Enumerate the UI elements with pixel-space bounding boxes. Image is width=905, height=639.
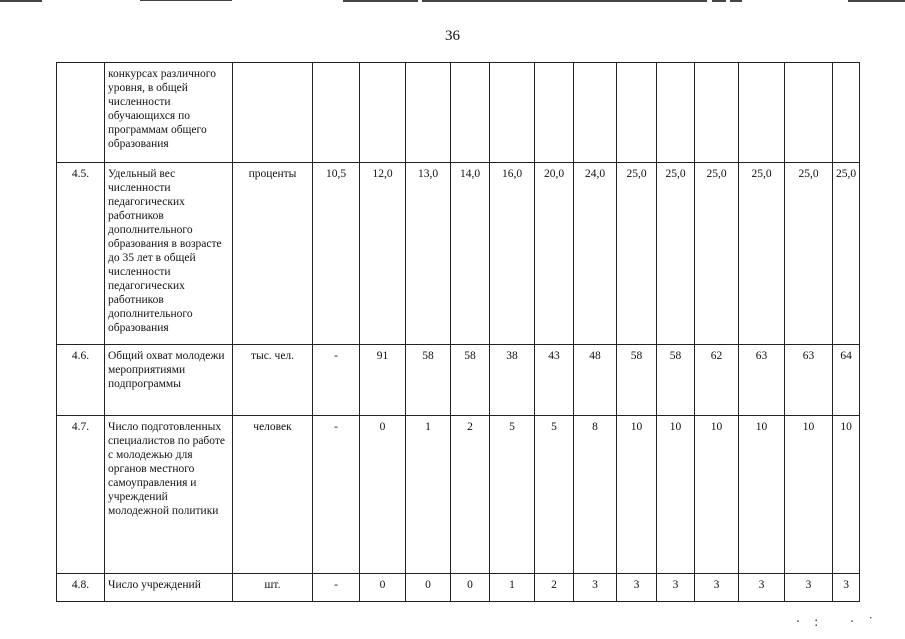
value-cell: 10 (657, 416, 695, 574)
value-cell: 14,0 (451, 163, 490, 345)
value-cell: 3 (739, 574, 785, 602)
value-cell: 5 (535, 416, 574, 574)
value-cell: 58 (406, 345, 451, 416)
value-cell: 25,0 (833, 163, 860, 345)
value-cell: 16,0 (490, 163, 535, 345)
unit-cell: человек (233, 416, 313, 574)
value-cell (695, 63, 739, 163)
value-cell: 38 (490, 345, 535, 416)
value-cell: 8 (574, 416, 617, 574)
value-cell: - (313, 574, 360, 602)
value-cell: 12,0 (360, 163, 406, 345)
value-cell (406, 63, 451, 163)
top-rule (140, 0, 232, 1)
row-number-cell: 4.6. (57, 345, 105, 416)
value-cell: 58 (451, 345, 490, 416)
value-cell: 63 (785, 345, 833, 416)
row-number-cell: 4.8. (57, 574, 105, 602)
value-cell (739, 63, 785, 163)
value-cell (490, 63, 535, 163)
value-cell: 58 (657, 345, 695, 416)
unit-cell: шт. (233, 574, 313, 602)
value-cell: 25,0 (695, 163, 739, 345)
top-rule (730, 0, 742, 2)
indicator-name-cell: Удельный вес численности педагогических работников дополнительного образования в возрасте до 35 лет в общей численности педагогических работников дополнительного образования (105, 163, 233, 345)
indicator-name-cell: Число подготовленных специалистов по работе с молодежью для органов местного самоуправления и учреждений молодежной политики (105, 416, 233, 574)
value-cell: 0 (360, 574, 406, 602)
top-rule (343, 0, 418, 2)
top-rule (848, 0, 905, 2)
page-number: 36 (445, 28, 460, 44)
value-cell: 43 (535, 345, 574, 416)
value-cell: 2 (535, 574, 574, 602)
value-cell (785, 63, 833, 163)
unit-cell (233, 63, 313, 163)
scan-specks: ·: ·˙ (795, 615, 887, 630)
indicator-name-cell: конкурсах различного уровня, в общей численности обучающихся по программам общего образования (105, 63, 233, 163)
table-row (57, 574, 860, 602)
value-cell (360, 63, 406, 163)
value-cell (535, 63, 574, 163)
value-cell: - (313, 416, 360, 574)
value-cell: 3 (695, 574, 739, 602)
row-number-cell: 4.5. (57, 163, 105, 345)
row-number-cell (57, 63, 105, 163)
value-cell: 10 (739, 416, 785, 574)
value-cell: 63 (739, 345, 785, 416)
value-cell: 3 (785, 574, 833, 602)
value-cell: 64 (833, 345, 860, 416)
value-cell: 62 (695, 345, 739, 416)
row-number-cell: 4.7. (57, 416, 105, 574)
value-cell: 0 (451, 574, 490, 602)
value-cell: 3 (574, 574, 617, 602)
value-cell: 10,5 (313, 163, 360, 345)
value-cell: 10 (785, 416, 833, 574)
value-cell (313, 63, 360, 163)
value-cell: 25,0 (739, 163, 785, 345)
value-cell (451, 63, 490, 163)
value-cell: 25,0 (657, 163, 695, 345)
top-rule (0, 0, 42, 2)
indicators-table (56, 62, 860, 602)
value-cell: 0 (406, 574, 451, 602)
value-cell: 1 (406, 416, 451, 574)
top-rule (422, 0, 707, 2)
value-cell: 20,0 (535, 163, 574, 345)
value-cell: - (313, 345, 360, 416)
value-cell: 3 (833, 574, 860, 602)
value-cell (833, 63, 860, 163)
value-cell: 2 (451, 416, 490, 574)
value-cell: 25,0 (617, 163, 657, 345)
value-cell: 1 (490, 574, 535, 602)
value-cell: 25,0 (785, 163, 833, 345)
value-cell: 91 (360, 345, 406, 416)
value-cell: 24,0 (574, 163, 617, 345)
indicator-name-cell: Общий охват молодежи мероприятиями подпрограммы (105, 345, 233, 416)
table-row (57, 416, 860, 574)
table-row (57, 345, 860, 416)
table-row (57, 63, 860, 163)
value-cell: 3 (617, 574, 657, 602)
value-cell: 13,0 (406, 163, 451, 345)
value-cell: 0 (360, 416, 406, 574)
indicator-name-cell: Число учреждений (105, 574, 233, 602)
value-cell: 10 (617, 416, 657, 574)
value-cell: 10 (695, 416, 739, 574)
value-cell: 3 (657, 574, 695, 602)
value-cell (617, 63, 657, 163)
value-cell: 48 (574, 345, 617, 416)
value-cell: 58 (617, 345, 657, 416)
value-cell (657, 63, 695, 163)
unit-cell: проценты (233, 163, 313, 345)
table-row (57, 163, 860, 345)
top-rule (712, 0, 726, 2)
unit-cell: тыс. чел. (233, 345, 313, 416)
value-cell: 5 (490, 416, 535, 574)
value-cell: 10 (833, 416, 860, 574)
value-cell (574, 63, 617, 163)
